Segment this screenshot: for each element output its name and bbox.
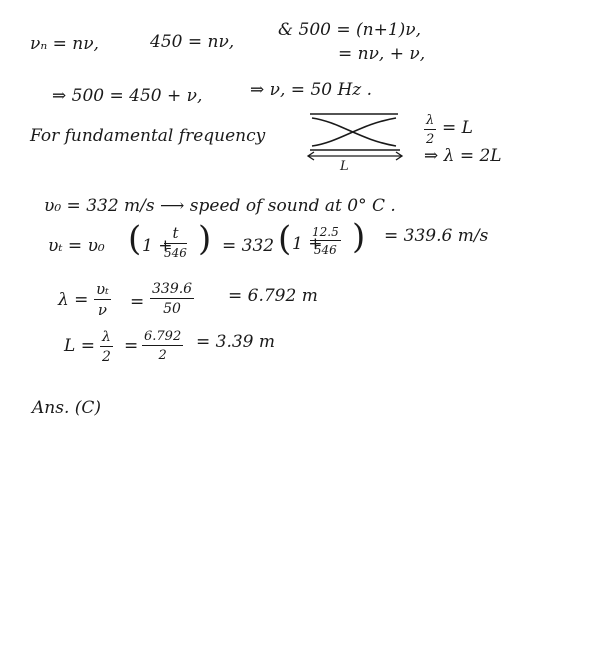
eq-L-lhs: L = (64, 336, 95, 356)
eq-vt-lhs: υₜ = υ₀ (48, 236, 105, 256)
fraction-numerator: 12.5 (312, 225, 339, 239)
eq-332: = 332 (222, 236, 275, 256)
fraction-denominator: ν (97, 301, 107, 319)
standing-wave-sketch (300, 108, 410, 170)
vt-over-v-fraction (94, 282, 111, 318)
eq-vn-equals-nv: νₙ = nν, (30, 34, 99, 54)
close-paren: ) (352, 217, 366, 257)
fraction-numerator: 339.6 (152, 281, 193, 297)
equals-sign: = (130, 292, 145, 312)
eq-result-339-6: = 339.6 m/s (384, 226, 489, 246)
one-plus-b: 1 + (292, 234, 323, 254)
eq-equals-L: = L (442, 118, 473, 138)
eq-result-3-39: = 3.39 m (196, 332, 276, 352)
eq-result-6-792: = 6.792 m (228, 286, 318, 306)
open-paren: ( (128, 219, 142, 259)
open-paren: ( (278, 219, 292, 259)
fraction-numerator: 6.792 (144, 329, 182, 344)
fraction-denominator: 50 (163, 301, 181, 317)
one-plus-a: 1 + (142, 236, 173, 256)
t-over-546-fraction (164, 226, 187, 259)
speed-of-sound-at-zero: υ₀ = 332 m/s ⟶ speed of sound at 0° C . (44, 196, 396, 216)
fraction-denominator: 2 (101, 349, 111, 365)
length-label: L (340, 159, 349, 174)
eq-nv-plus-v: = nν, + ν, (338, 44, 426, 64)
fraction-numerator: λ (102, 329, 111, 345)
fundamental-frequency-label: For fundamental frequency (30, 126, 266, 146)
lambda-over-2-fraction (424, 114, 436, 146)
lambda-over-2-fraction-b (100, 330, 113, 364)
close-paren: ) (198, 219, 212, 259)
eq-v-equals-50hz: ⇒ ν, = 50 Hz . (250, 80, 373, 100)
fraction-denominator: 546 (164, 246, 187, 260)
fraction-denominator: 2 (158, 348, 167, 363)
6-792-over-2-fraction (142, 330, 183, 362)
answer-label: Ans. (C) (32, 398, 102, 418)
12-5-over-546-fraction (310, 226, 341, 256)
fraction-numerator: t (164, 226, 187, 244)
eq-450-equals-nv: 450 = nν, (150, 32, 235, 52)
eq-500-equals-450-plus-v: ⇒ 500 = 450 + ν, (52, 86, 203, 106)
fraction-numerator: λ (426, 113, 435, 128)
eq-lambda-equals-2L: ⇒ λ = 2L (424, 146, 502, 166)
fraction-numerator: υₜ (96, 280, 109, 298)
fraction-denominator: 2 (425, 132, 435, 147)
eq-lambda-lhs: λ = (58, 290, 89, 310)
fraction-denominator: 546 (313, 243, 337, 257)
equals-sign: = (124, 336, 139, 356)
339-6-over-50-fraction (150, 282, 194, 316)
eq-500-equals-n-plus-1-v: & 500 = (n+1)ν, (278, 20, 422, 40)
